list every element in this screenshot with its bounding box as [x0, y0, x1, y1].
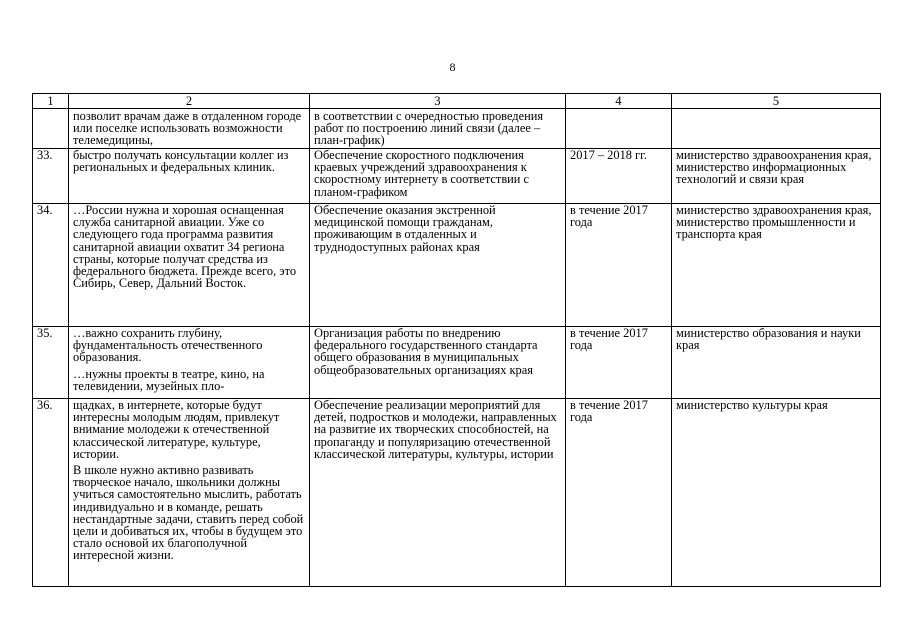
header-col-3: 3	[310, 94, 566, 109]
quote-paragraph: щадках, в интернете, которые будут интересны молодым людям, привлекут внимание молодежи к отечественной классической литературе, культуре, истории.	[73, 398, 280, 461]
period-text: 2017 – 2018 гг.	[566, 149, 672, 204]
measure-text: Обеспечение оказания экстренной медицинской помощи гражданам, проживающим в отдаленных и труднодоступных районах края	[310, 204, 566, 327]
table-row-36	[33, 399, 881, 587]
quote-paragraph: …нужны проекты в театре, кино, на телевидении, музейных пло-	[73, 366, 265, 393]
measure-text: Обеспечение скоростного подключения краевых учреждений здравоохранения к скоростному интернету в соответствии с планом-графиком	[310, 149, 566, 204]
quote-paragraph: позволит врачам даже в отдаленном городе или поселке использовать возможности телемедицины,	[73, 109, 302, 148]
quote-paragraph: В школе нужно активно развивать творческое начало, школьники должны учиться самостоятельно мыслить, работать индивидуально и в команде, решать нестандартные задачи, ставить перед собой цели и добиваться их, чтобы в будущем это стало основой их благополучной интересной жизни.	[73, 463, 304, 563]
table-row-35	[33, 327, 881, 399]
table-row-33	[33, 149, 881, 204]
address-quote	[69, 327, 310, 399]
action-plan-table	[32, 93, 881, 587]
row-number: 36.	[33, 399, 69, 587]
table-row-continued	[33, 109, 881, 149]
measure-text: в соответствии с очередностью проведения работ по построению линий связи (далее – план-график)	[310, 109, 566, 149]
page-number: 8	[449, 60, 456, 74]
period-text: в течение 2017 года	[566, 204, 672, 327]
address-quote	[69, 399, 310, 587]
quote-paragraph: …важно сохранить глубину, фундаментальность отечественного образования.	[73, 326, 263, 365]
responsible-text: министерство здравоохранения края, министерство информационных технологий и связи края	[672, 149, 881, 204]
measure-text: Обеспечение реализации мероприятий для детей, подростков и молодежи, направленных на развитие их творческих способностей, на пропаганду и популяризацию отечественной классической литературы, культуры, истории	[310, 399, 566, 587]
row-number: 34.	[33, 204, 69, 327]
responsible-text: министерство здравоохранения края, министерство промышленности и транспорта края	[672, 204, 881, 327]
header-row	[33, 94, 881, 109]
header-col-4: 4	[566, 94, 672, 109]
period-text: в течение 2017 года	[566, 399, 672, 587]
responsible-text	[672, 109, 881, 149]
period-text	[566, 109, 672, 149]
quote-paragraph: …России нужна и хорошая оснащенная служба санитарной авиации. Уже со следующего года программа развития санитарной авиации охватит 34 региона страны, которые получат средства из федерального бюджета. Прежде всего, это Сибирь, Север, Дальний Восток.	[73, 203, 297, 291]
row-number: 33.	[33, 149, 69, 204]
address-quote	[69, 204, 310, 327]
row-number: 35.	[33, 327, 69, 399]
row-number	[33, 109, 69, 149]
measure-text: Организация работы по внедрению федерального государственного стандарта общего образования в муниципальных общеобразовательных организациях края	[310, 327, 566, 399]
responsible-text: министерство образования и науки края	[672, 327, 881, 399]
address-quote	[69, 149, 310, 204]
table-row-34	[33, 204, 881, 327]
quote-paragraph: быстро получать консультации коллег из региональных и федеральных клиник.	[73, 148, 289, 175]
header-col-2: 2	[69, 94, 310, 109]
header-col-5: 5	[672, 94, 881, 109]
address-quote	[69, 109, 310, 149]
responsible-text: министерство культуры края	[672, 399, 881, 587]
period-text: в течение 2017 года	[566, 327, 672, 399]
header-col-1: 1	[33, 94, 69, 109]
